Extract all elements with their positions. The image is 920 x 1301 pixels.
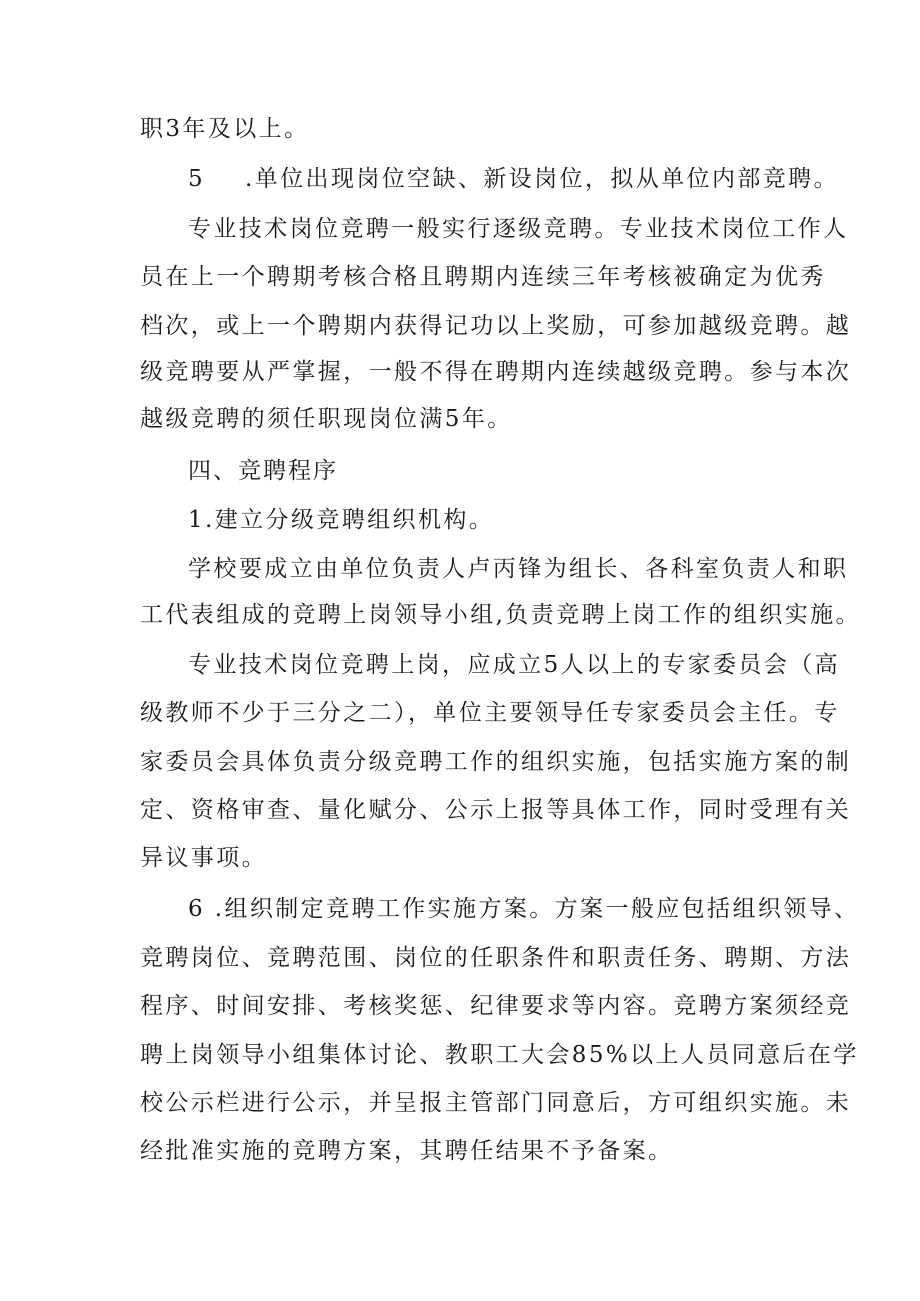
paragraph-line: 异议事项。 (140, 845, 267, 871)
item-line-5 (188, 164, 839, 194)
paragraph-line: 越级竞聘的须任职现岗位满5年。 (140, 406, 513, 432)
paragraph-line: 经批准实施的竞聘方案，其聘任结果不予备案。 (140, 1138, 674, 1164)
paragraph-line: 专业技术岗位竞聘一般实行逐级竞聘。专业技术岗位工作人 (188, 216, 849, 242)
paragraph-line: 员在上一个聘期考核合格且聘期内连续三年考核被确定为优秀 (140, 264, 826, 290)
item-text: .单位出现岗位空缺、新设岗位，拟从单位内部竞聘。 (245, 166, 839, 192)
paragraph-line: 职3年及以上。 (140, 116, 310, 142)
paragraph-line: 竞聘岗位、竞聘范围、岗位的任职条件和职责任务、聘期、方法 (140, 945, 852, 971)
item-number: 5 (188, 166, 206, 192)
paragraph-line: 专业技术岗位竞聘上岗，应成立5人以上的专家委员会（高 (188, 652, 841, 678)
item-line-6: 6 .组织制定竞聘工作实施方案。方案一般应包括组织领导、 (188, 896, 860, 922)
paragraph-line: 档次，或上一个聘期内获得记功以上奖励，可参加越级竞聘。越 (140, 313, 852, 339)
paragraph-line: 工代表组成的竞聘上岗领导小组,负责竞聘上岗工作的组织实施。 (140, 602, 861, 628)
paragraph-line: 定、资格审查、量化赋分、公示上报等具体工作，同时受理有关 (140, 797, 852, 823)
paragraph-line: 校公示栏进行公示，并呈报主管部门同意后，方可组织实施。未 (140, 1090, 852, 1116)
paragraph-line: 聘上岗领导小组集体讨论、教职工大会85%以上人员同意后在学 (140, 1042, 859, 1068)
paragraph-line: 级竞聘要从严掌握，一般不得在聘期内连续越级竞聘。参与本次 (140, 359, 852, 385)
section-heading: 四、竞聘程序 (188, 458, 338, 484)
paragraph-line: 程序、时间安排、考核奖惩、纪律要求等内容。竞聘方案须经竞 (140, 993, 852, 1019)
subsection-heading: 1.建立分级竞聘组织机构。 (188, 507, 495, 533)
paragraph-line: 家委员会具体负责分级竞聘工作的组织实施，包括实施方案的制 (140, 749, 852, 775)
paragraph-line: 学校要成立由单位负责人卢丙锋为组长、各科室负责人和职 (188, 556, 849, 582)
paragraph-line: 级教师不少于三分之二），单位主要领导任专家委员会主任。专 (140, 700, 840, 726)
